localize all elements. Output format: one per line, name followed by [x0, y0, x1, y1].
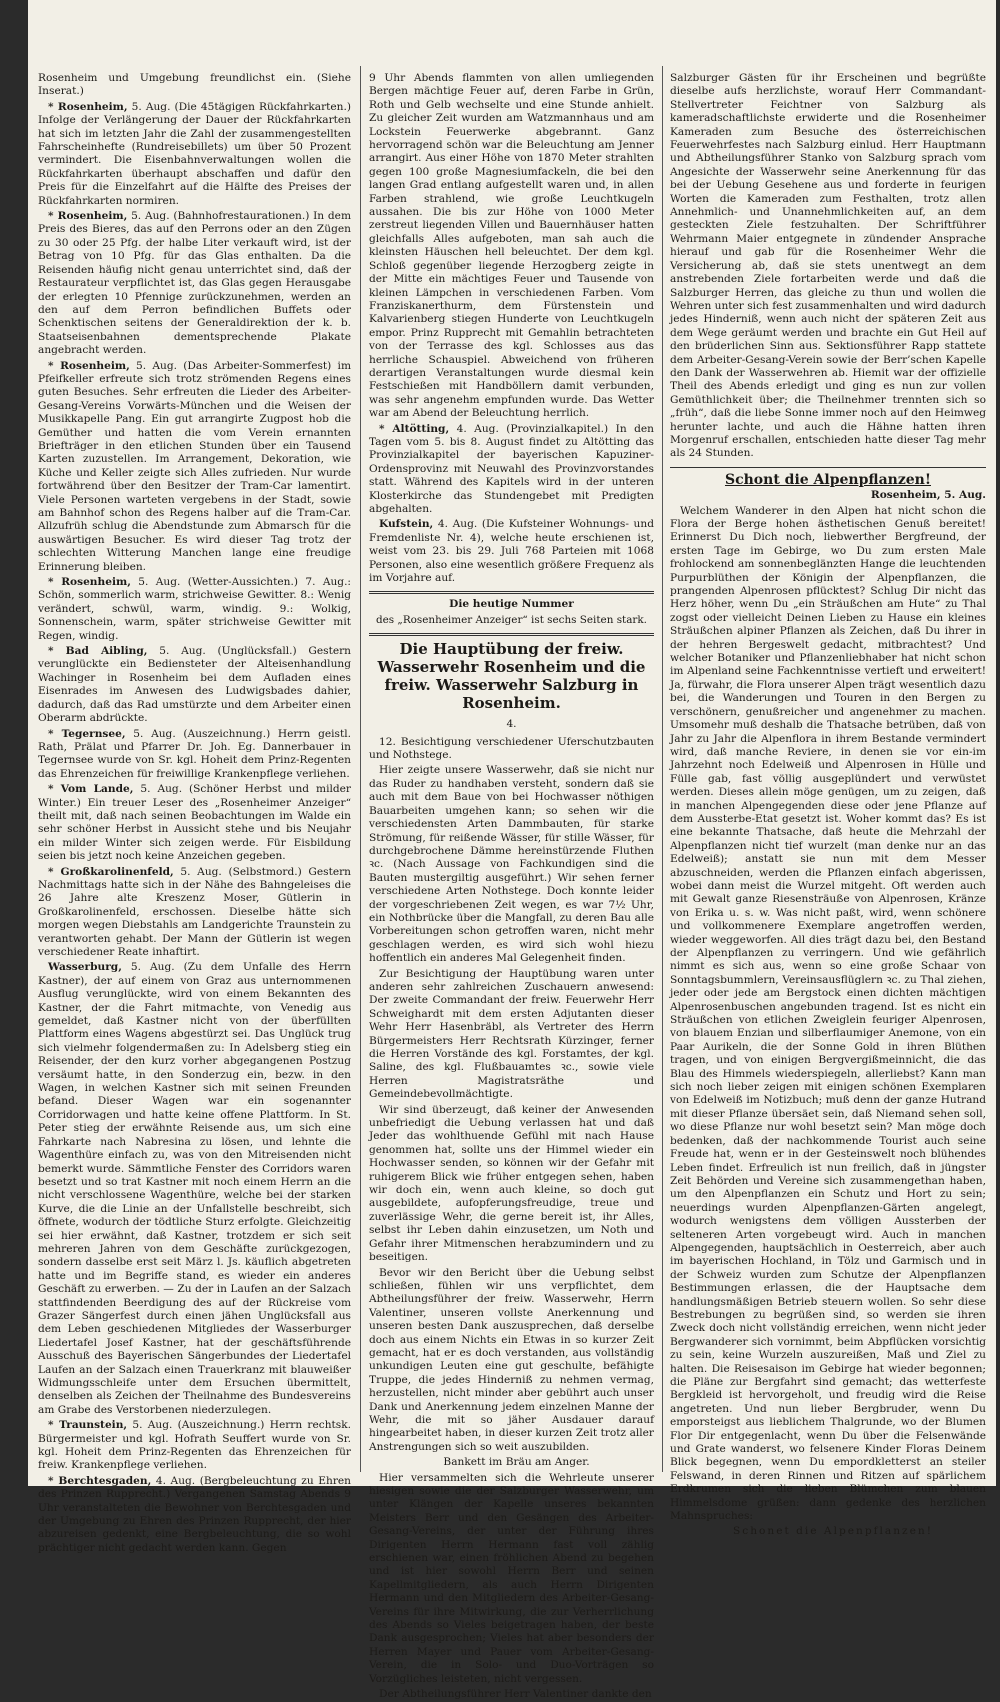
news-item: * Bad Aibling, 5. Aug. (Unglücksfall.) Gestern verunglückte ein Bediensteter der Alteisenhandlung Wachinger in Rosenheim bei dem Aufladen eines Eisenrades im Anwesen des Ludwigsbades dahier, dadurch, daß das Rad umstürzte und dem Arbeiter einen Oberarm abdrückte. [38, 645, 352, 725]
divider [670, 467, 986, 468]
news-item: * Vom Lande, 5. Aug. (Schöner Herbst und milder Winter.) Ein treuer Leser des „Rosenheimer Anzeiger“ theilt mit, daß nach seinen Beobachtungen im Walde ein sehr schöner Herbst in Aussicht stehe und bis Neujahr ein milder Winter sich zeigen werde. Für Eisbildung seien bis jetzt noch keine Anzeichen gegeben. [38, 783, 351, 863]
news-item: Kufstein, 4. Aug. (Die Kufsteiner Wohnungs- und Fremdenliste Nr. 4), welche heute erschienen ist, weist vom 23. bis 29. Juli 768 Parteien mit 1068 Personen, also eine wesentlich größere Frequenz als im Vorjahre auf. [369, 518, 654, 585]
article-part-number: 4. [506, 718, 517, 731]
alpine-article-title: Schont die Alpenpflanzen! [724, 471, 931, 488]
article-paragraph: Bevor wir den Bericht über die Uebung selbst schließen, fühlen wir uns verpflichtet, dem Abtheilungsführer der freiw. Wasserwehr, Herrn Valentiner, unseren vollste Anerkennung und unseren besten Dank auszusprechen, daß derselbe doch aus einem Nichts ein Etwas in so kurzer Zeit gemacht, hat er es doch verstanden, aus vollständig unkundigen Leuten eine gut geschulte, befähigte Truppe, die jedes Hinderniß zu nehmen vermag, herzustellen, nicht minder aber gebührt auch unser Dank und Anerkennung jedem einzelnen Manne der Wehr, die mit so jäher Ausdauer darauf hingearbeitet haben, in dieser kurzen Zeit trotz aller Anstrengungen sich so weit auszubilden. [369, 1266, 654, 1453]
divider [369, 591, 654, 594]
article-paragraph: Hier zeigte unsere Wasserwehr, daß sie nicht nur das Ruder zu handhaben versteht, sondern daß sie auch mit dem Baue von bei Hochwasser nöthigen Bauarbeiten umgehen kann; so sehen wir die verschiedensten Arten Dammbauten, für starke Strömung, für reißende Wässer, für stille Wässer, für durchgebrochene Dämme hereinstürzende Fluthen ꝛc. (Nach Aussage von Fachkundigen sind die Bauten mustergiltig ausgeführt.) Wir sehen ferner verschiedene Arten Nothstege. Doch konnte leider der vorgeschriebenen Zeit wegen, es war 7½ Uhr, ein Nothbrücke über die Mangfall, zu deren Bau alle Vorbereitungen schon getroffen waren, nicht mehr geschlagen werden, es wird sich wohl hiezu hoffentlich ein anderes Mal Gelegenheit finden. [369, 764, 654, 965]
news-item: * Großkarolinenfeld, 5. Aug. (Selbstmord.) Gestern Nachmittags hatte sich in der Nähe des Bahngeleises die 26 Jahre alte Kreszenz Moser, Gütlerin in Großkarolinenfeld, erschossen. Dieselbe hätte sich morgen wegen Diebstahls am Landgerichte Traunstein zu verantworten gehabt. Der Mann der Gütlerin ist wegen verschiedener Reate inhaftirt. [38, 865, 351, 958]
news-continuation: 9 Uhr Abends flammten von allen umliegenden Bergen mächtige Feuer auf, deren Farbe in Grün, Roth und Gelb wechselte und eine Stunde anhielt. Zu gleicher Zeit wurden am Watzmannhaus und am Lockstein Feuerwerke abgebrannt. Ganz hervorragend schön war die Beleuchtung am Jenner arrangirt. Aus einer Höhe von 1870 Meter strahlten gegen 100 große Magnesiumfackeln, die bei den langen Grad entlang aufgestellt waren und, in allen Farben strahlend, wie große Leuchtkugeln aussahen. Die bis zur Höhe von 1000 Meter zerstreut liegenden Villen und Bauernhäuser hatten gleichfalls Alles aufgeboten, man sah auch die kleinsten Häuschen hell beleuchtet. Der dem kgl. Schloß gegenüber liegende Herzogberg zeigte in der Mitte ein mächtiges Feuer und Tausende von kleinen Lämpchen in verschiedenen Farben. Vom Franziskanerthurm, dem Fürstenstein und Kalvarienberg stiegen Hunderte von Leuchtkugeln empor. Prinz Rupprecht mit Gemahlin betrachteten von der Terrasse des kgl. Schlosses aus das herrliche Schauspiel. Abweichend von früheren derartigen Veranstaltungen wurde diesmal kein Festschießen mit Handböllern damit verbunden, was sehr angenehm empfunden wurde. Das Wetter war am Abend der Beleuchtung herrlich. [369, 72, 654, 420]
news-item: * Tegernsee, 5. Aug. (Auszeichnung.) Herrn geistl. Rath, Prälat und Pfarrer Dr. Joh. Eg. Dannerbauer in Tegernsee wurde von Sr. kgl. Hoheit dem Prinz-Regenten das Ehrenzeichen für freiwillige Krankenpflege verliehen. [38, 727, 351, 780]
column-middle [369, 72, 654, 1701]
column-local-news [38, 72, 352, 1554]
article-paragraph: Der Abtheilungsführer Herr Valentiner dankte den [379, 1688, 652, 1701]
alpine-closing: Schonet die Alpenpflanzen! [733, 1525, 933, 1538]
news-item: * Altötting, 4. Aug. (Provinzialkapitel.) In den Tagen vom 5. bis 8. August findet zu Altötting das Provinzialkapitel der bayerischen Kapuziner-Ordensprovinz mit Neuwahl des Provinzvorstandes statt. Während des Kapitels wird in der unteren Klosterkirche das Stundengebet mit Predigten abgehalten. [369, 422, 654, 515]
article-paragraph: Zur Besichtigung der Hauptübung waren unter anderen sehr zahlreichen Zuschauern anwesend: Der zweite Commandant der freiw. Feuerwehr Herr Schweighardt mit dem ersten Adjutanten dieser Wehr Herr Hasenbräbl, als Vertreter des Herrn Bürgermeisters Herr Rechtsrath Kürzinger, ferner die Herren Vorstände des kgl. Forstamtes, der kgl. Saline, des kgl. Flußbauamtes ꝛc., sowie viele Herren Magistratsräthe und Gemeindebevollmächtigte. [369, 967, 654, 1101]
news-item: * Rosenheim, 5. Aug. (Das Arbeiter-Sommerfest) im Pfeifkeller erfreute sich trotz strömenden Regens eines guten Besuches. Sehr erfreuten die Lieder des Arbeiter-Gesang-Vereins Vorwärts-München und die Weisen der Musikkapelle Pang. Ein gut arrangirte Zugpost hob die Gemüther und hatten die vom Verein ernannten Briefträger in den etlichen Stunden über ein Tausend Karten zuzustellen. Im Arrangement, Dekoration, wie Küche und Keller zeigte sich Alles zufrieden. Nur wurde fortwährend über den Besitzer der Tram-Car lamentirt. Viele Personen warteten vergebens in der Stadt, sowie am Bahnhof schon des Regens halber auf die Tram-Car. Allzufrüh schlug die Abendstunde zum Abmarsch für die auswärtigen Besucher. Es wird dieser Tag trotz der schlechten Witterung Manchen lange eine freudige Erinnerung bleiben. [38, 359, 351, 573]
article-paragraph: Hier versammelten sich die Wehrleute unserer hiesigen sowie die der Salzburger Wasserwehr, um unter Klängen der Kapelle unseres bekannten Meisters Berr und den Gesängen des Arbeiter-Gesang-Vereins, der unter der Führung ihres Dirigenten Herrn Hermann fast voll zählig erschienen war, einen fröhlichen Abend zu begehen und ist hier sowohl Herrn Berr und seinen Kapellmitgliedern, als auch Herrn Dirigenten Hermann und den Mitgliedern des Arbeiter-Gesang-Vereins für ihre Mitwirkung, die zur Verherrlichung des Abends so Vieles beigetragen haben, der beste Dank ausgesprochen; Vieles hat aber besonders der Herren Mayer und Pauer vom Arbeiter-Gesang-Verein, die in Solo- und Duo-Vorträgen so Vorzügliches leisteten, nicht vergessen. [369, 1471, 654, 1685]
article-continuation: Salzburger Gästen für ihr Erscheinen und begrüßte dieselbe aufs herzlichste, worauf Herr Commandant-Stellvertreter Feichtner von Salzburg als kameradschaftlichste erwiderte und die Rosenheimer Kameraden zum Besuche des österreichischen Feuerwehrfestes nach Salzburg einlud. Herr Hauptmann und Abtheilungsführer Stanko von Salzburg sprach vom Angesichte der Wasserwehr seine Anerkennung für das bei der Uebung Gesehene aus und forderte in feurigen Worten die Kameraden zum Festhalten, trotz allen Annehmlich- und Unannehmlichkeiten auf, an dem gesteckten Ziele festzuhalten. Der Schriftführer Wehrmann Maier entgegnete in zündender Ansprache hierauf und gab für die Rosenheimer Wehr die Versicherung ab, daß sie stets unentwegt an dem anstrebenden Ziele fortarbeiten werde und daß die Salzburger Herren, das gleiche zu thun und wollen die Wehren unter sich fest zusammenhalten und wird dadurch jedes Hinderniß, wenn auch nicht der späteren Zeit aus dem Wege geräumt werden und brachte ein Gut Heil auf den brüderlichen Sinn aus. Sektionsführer Rapp stattete dem Arbeiter-Gesang-Verein sowie der Berr’schen Kapelle den Dank der Wasserwehren ab. Hiemit war der offizielle Theil des Abends erledigt und ging es nun zur vollen Gemüthlichkeit über; die Theilnehmer trennten sich so „früh“, daß die liebe Sonne immer noch auf den Heimweg herunter lachte, und auch die Hähne hatten ihren Morgenruf erschallen, entschieden hatte dieser Tag mehr als 24 Stunden. [670, 72, 987, 460]
article-paragraph: 12. Besichtigung verschiedener Uferschutzbauten und Nothstege. [369, 735, 654, 762]
alpine-article-body: Welchem Wanderer in den Alpen hat nicht schon die Flora der Berge hohen ästhetischen Genuß bereitet! Erinnerst Du Dich noch, liebwerther Bergfreund, der ersten Tage im Gebirge, wo Du zum ersten Male frohlockend am sonnenbeglänzten Hange die leuchtenden Purpurblüthen der Königin der Alpenpflanzen, die prangenden Alpenrosen pflücktest? Schlug Dir nicht das Herz höher, wenn Du „ein Sträußchen am Hute“ zu Thal zogst oder vielleicht Deinen Lieben zu Hause ein kleines Sträußchen alpiner Pflanzen als Zeichen, daß Du ihrer in der hehren Bergeswelt gedacht, mitbrachtest? Und welcher Botaniker und Pflanzenliebhaber hat nicht schon im Alpenland seine Fachkenntnisse vertieft und erweitert! Ja, fürwahr, die Flora unserer Alpen trägt wesentlich dazu bei, die Wanderungen und Touren in den Bergen zu verschönern, genußreicher und angenehmer zu machen. Umsomehr muß deshalb die Thatsache betrüben, daß von Jahr zu Jahr die Alpenflora in ihrem Bestande vermindert wird, daß manche Reviere, in denen sie vor ein-im Jahrzehnt noch Edelweiß und Alpenrosen in Hülle und Fülle gab, fast völlig ausgeplündert und verwüstet werden. Dieses allein möge genügen, um zu zeigen, daß in manchen Alpengegenden diese oder jene Pflanze auf dem Aussterbe-Etat gesetzt ist. Woher kommt das? Es ist eine bekannte Thatsache, daß heute die Mehrzahl der Alpenpflanzen nicht tief wurzelt (man denke nur an das Edelweiß); anstatt sie nun mit dem Messer abzuschneiden, werden die Pflanzen einfach abgerissen, wobei dann meist die Wurzel mitgeht. Oft werden auch mit Gewalt ganze Riesensträuße von Alpenrosen, Kränze von Erika u. s. w. Was nicht paßt, wird, wenn schönere und vollkommenere Exemplare angetroffen werden, wieder weggeworfen. All dies trägt dazu bei, den Bestand der Alpenpflanzen zu verringern. Und wie gefährlich nimmt es sich aus, wenn so eine große Schaar von Sonntagsbummlern, Vereinsausflüglern ꝛc. zu Thal ziehen, jeder oder jede am Bergstock einen dichten mächtigen Alpenrosenbuschen angebunden tragend. Ist es nicht ein Sträußchen von etlichen Zweiglein feuriger Alpenrosen, von blauem Enzian und silberflaumiger Anemone, von ein Paar Aurikeln, die der Sonne Gold in ihren Blüthen tragen, und von einigen Bergvergißmeinnicht, die das Blau des Himmels wiederspiegeln, allerliebst? Kann man sich noch lieber zeigen mit einigen schönen Exemplaren von Edelweiß im Notizbuch; muß denn der ganze Hutrand mit dieser Pflanze übersäet sein, daß Niemand sehen soll, wo diese Pflanze nur wohl besetzt sein? Man möge doch bedenken, daß der nachkommende Tourist auch seine Freude hat, wenn er in der Gesteinswelt noch blühendes Leben findet. Erfreulich ist nun freilich, daß in jüngster Zeit Behörden und Vereine sich zusammengethan haben, um den Alpenpflanzen ein Schutz und Hort zu sein; neuerdings wurden Alpenpflanzen-Gärten angelegt, wodurch wenigstens dem völligen Aussterben der selteneren Arten vorgebeugt wird. Auch in manchen Alpengegenden, hauptsächlich in Oesterreich, aber auch im bayerischen Hochland, in Tölz und Garmisch und in der Schweiz wurden zum Schutze der Alpenpflanzen Bestimmungen erlassen, die der Hauptsache dem handlungsmäßigen Betrieb steuern wollen. So sehr diese Bestrebungen zu begrüßen sind, so werden sie ihren Zweck doch nicht vollständig erreichen, wenn nicht jeder Bergwanderer sich vornimmt, beim Abpflücken vorsichtig zu sein, keine Wurzeln auszureißen, Maß und Ziel zu halten. Die Reisesaison im Gebirge hat wieder begonnen; die Pläne zur Bergfahrt sind gemacht; das wetterfeste Bergkleid ist hervorgeholt, und freudig wird die Reise angetreten. Und nun lieber Bergbruder, wenn Du emporsteigst aus lieblichem Thalgrunde, wo der Blumen Flor Dir entgegenlacht, wenn Du über die Felsenwände und Grate wanderst, wo felsenere Kinder Floras Deinem Blick begegnen, wenn Du empordkletterst an steiler Felswand, in deren Rinnen und Ritzen auf spärlichem Erdkrumen sich die lieben Blümchen zum blauen Himmelsdome grüßen: dann gedenke des herzlichen Mahnspruches: [670, 504, 986, 1523]
column-rule [662, 66, 663, 1472]
news-item: * Traunstein, 5. Aug. (Auszeichnung.) Herrn rechtsk. Bürgermeister und kgl. Hofrath Seuffert wurde von Sr. kgl. Hoheit dem Prinz-Regenten das Ehrenzeichen für freiw. Krankenpflege verliehen. [38, 1419, 352, 1472]
news-item: * Rosenheim, 5. Aug. (Wetter-Aussichten.) 7. Aug.: Schön, sommerlich warm, strichweise Gewitter. 8.: Wenig verändert, schwül, warm, windig. 9.: Wolkig, Sonnenschein, warm, später strichweise Gewitter mit Regen, windig. [38, 576, 352, 642]
article-subheading: Bankett im Bräu am Anger. [443, 1456, 590, 1469]
alpine-dateline: Rosenheim, 5. Aug. [870, 489, 986, 502]
issue-notice-text: des „Rosenheimer Anzeiger“ ist sechs Seiten stark. [376, 613, 647, 626]
newspaper-page [28, 0, 996, 1701]
news-item: * Rosenheim, 5. Aug. (Bahnhofrestaurationen.) In dem Preis des Bieres, das auf den Perrons oder an den Zügen zu 30 oder 25 Pfg. der halbe Liter verkauft wird, ist der Betrag von 10 Pfg. für das Glas enthalten. Da die Reisenden häufig nicht genau unterrichtet sind, daß der Restaurateur verpflichtet ist, das Glas gegen Herausgabe der erlegten 10 Pfennige zurückzunehmen, werden an den auf dem Perron befindlichen Buffets oder Schenktischen seitens der Generaldirektion der k. b. Staatseisenbahnen dementsprechende Plakate angebracht werden. [38, 210, 351, 357]
news-item: * Rosenheim, 5. Aug. (Die 45tägigen Rückfahrkarten.) Infolge der Verlängerung der Dauer der Rückfahrkarten hat sich im letzten Jahr die Zahl der zusammengestellten Fahrscheinhefte (Rundreisebillets) um über 50 Prozent vermindert. Die Eisenbahnverwaltungen wollen die Rückfahrkarten überhaupt abschaffen und dafür den Preis für die Einzelfahrt auf die Hälfte des Preises der Rückfahrkarten normiren. [38, 100, 351, 207]
news-item: Wasserburg, 5. Aug. (Zu dem Unfalle des Herrn Kastner), der auf einem von Graz aus unternommenen Ausflug verunglückte, wird von einem Bekannten des Kastner, der die Fahrt mitmachte, von Venedig aus gemeldet, daß Kastner nicht von der überfüllten Plattform eines Wagens abgestürzt sei. Das Unglück trug sich vielmehr folgendermaßen zu: In Adelsberg stieg ein Reisender, der den kurz vorher abgegangenen Postzug versäumt hatte, in den Sonderzug ein, bezw. in den Wagen, in welchen Kastner sich mit seinen Freunden befand. Dieser Wagen war ein sogenannter Corridorwagen und hatte keine offene Plattform. In St. Peter stieg der erwähnte Reisende aus, um sich eine Fahrkarte nach Nabresina zu lösen, und lehnte die Wagenthüre einfach zu, was von den Mitreisenden nicht bemerkt wurde. Sämmtliche Fenster des Corridors waren besetzt und so trat Kastner mit noch einem Herrn an die nicht verschlossene Wagenthüre, welche bei der starken Kurve, die die Linie an der Unfallstelle beschreibt, sich öffnete, wodurch der tödtliche Sturz erfolgte. Gleichzeitig sei hier erwähnt, daß Kastner, trotzdem er sich seit mehreren Jahren von dem Geschäfte zurückgezogen, sondern dasselbe erst seit März l. Js. käuflich abgetreten hatte und im Begriffe stand, es wieder ein anderes Geschäft zu erwerben. — Zu der in Laufen an der Salzach stattfindenden Beerdigung des auf der Rückreise vom Grazer Sängerfest durch einen jähen Unglücksfall aus dem Leben geschiedenen Mitgliedes der Wasserburger Liedertafel Josef Kastner, hat der geschäftsführende Ausschuß des Bayerischen Sängerbundes der Liedertafel Laufen an der Salzach einen Trauerkranz mit blauweißer Widmungsschleife unter dem Ersuchen übermittelt, denselben als Zeichen der Theilnahme des Bundesvereins am Grabe des Verstorbenen niederzulegen. [38, 961, 351, 1416]
issue-notice-title: Die heutige Nummer [449, 598, 574, 611]
article-headline: Die Hauptübung der freiw. Wasserwehr Rosenheim und die freiw. Wasserwehr Salzburg in Rosenheim. [377, 640, 646, 713]
column-rule [360, 66, 361, 1472]
divider [369, 633, 654, 636]
news-item: Rosenheim und Umgebung freundlichst ein. (Siehe Inserat.) [38, 72, 351, 98]
article-paragraph: Wir sind überzeugt, daß keiner der Anwesenden unbefriedigt die Uebung verlassen hat und daß Jeder das wohlthuende Gefühl mit nach Hause genommen hat, sollte uns der Himmel wieder ein Hochwasser senden, so können wir der Gefahr mit ruhigerem Blick wie früher entgegen sehen, haben wir doch ein, wenn auch kleine, so doch gut ausgebildete, aufopferungsfreudige, treue und zuverlässige Wehr, die gerne bereit ist, ihr Alles, selbst ihr Leben dahin einzusetzen, um Noth und Gefahr ihrer Mitmenschen herabzumindern und zu beseitigen. [369, 1103, 654, 1264]
column-right [670, 72, 987, 1538]
news-item: * Berchtesgaden, 4. Aug. (Bergbeleuchtung zu Ehren des Prinzen Rupprecht.) Vergangenen Samstag Abends 9 Uhr veranstalteten die Bewohner von Berchtesgaden und der Umgebung zu Ehren des Prinzen Rupprecht, der hier abzureisen gedenkt, eine Bergbeleuchtung, die so wohl prächtiger nicht gedacht werden kann. Gegen [38, 1474, 351, 1554]
